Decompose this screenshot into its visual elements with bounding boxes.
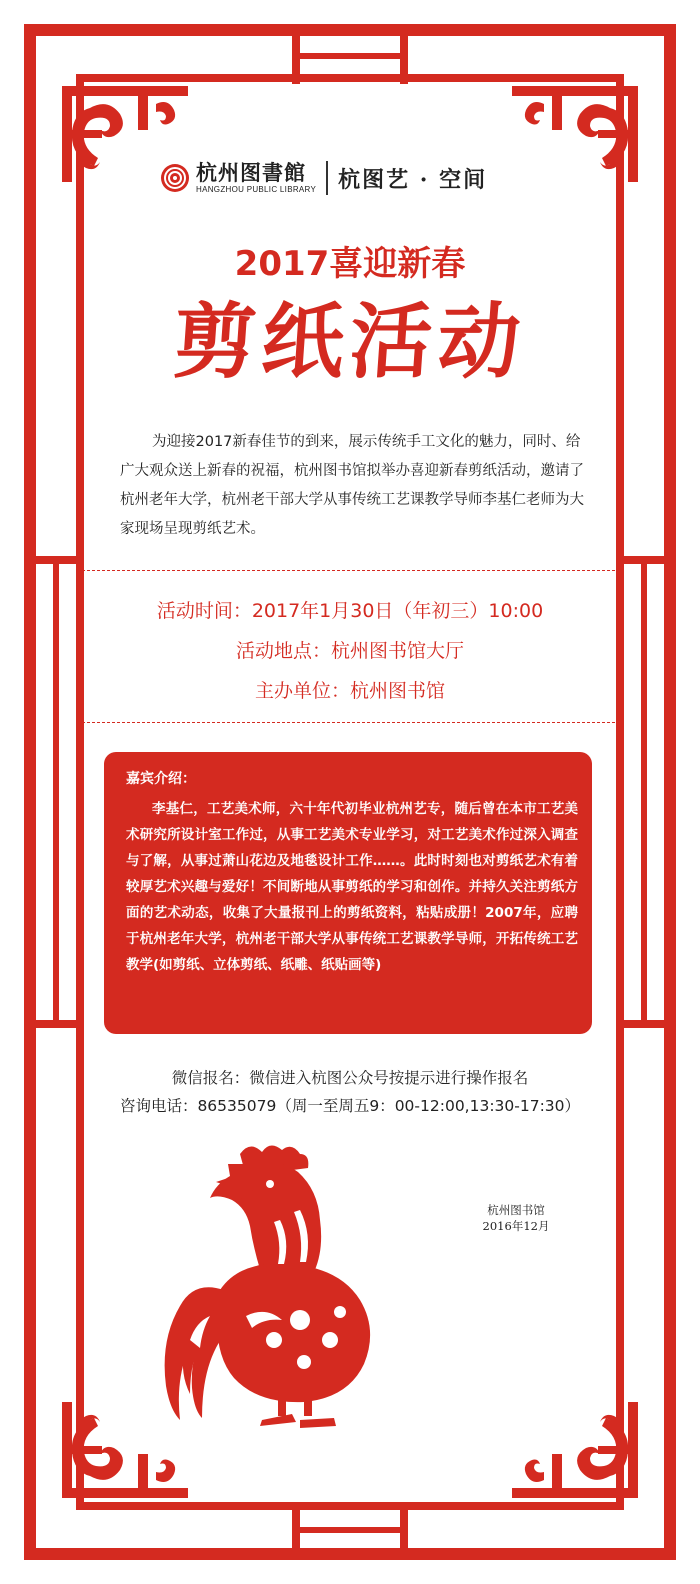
header-divider <box>326 161 328 195</box>
library-name-cn: 杭州图書館 <box>196 160 306 185</box>
guest-body <box>126 796 578 978</box>
intro-paragraph: 为迎接2017新春佳节的到来，展示传统手工文化的魅力，同时、给广大观众送上新春的祝福，杭州图书馆拟举办喜迎新春剪纸活动，邀请了杭州老年大学，杭州老干部大学从事传统工艺课教学导师李基仁老师为大家现场呈现剪纸艺术。 <box>120 434 584 537</box>
signature-org: 杭州图书馆 <box>487 1203 545 1217</box>
paper-cut-rooster-icon <box>150 1140 430 1430</box>
event-organizer: 主办单位：杭州图书馆 <box>254 680 445 702</box>
divider-top <box>82 570 620 571</box>
wechat-signup: 微信报名：微信进入杭图公众号按提示进行操作报名 <box>171 1069 529 1087</box>
event-place: 活动地点：杭州图书馆大厅 <box>235 640 464 662</box>
intro-text <box>120 428 588 544</box>
divider-bottom <box>82 722 620 723</box>
event-subtitle: 2017喜迎新春 <box>234 244 466 284</box>
hangzhou-library-seal-icon <box>160 163 190 193</box>
library-name <box>196 162 316 194</box>
brand-name: 杭图艺 · 空间 <box>338 166 488 193</box>
signature <box>456 1202 576 1234</box>
library-name-en: HANGZHOU PUBLIC LIBRARY <box>196 185 317 194</box>
signature-date: 2016年12月 <box>482 1219 550 1233</box>
guest-intro-box <box>104 752 592 1034</box>
event-time: 活动时间：2017年1月30日（年初三）10:00 <box>156 600 544 622</box>
guest-heading: 嘉宾介绍： <box>126 771 196 787</box>
phone-inquiry: 咨询电话：86535079（周一至周五9：00-12:00,13:30-17:30） <box>119 1097 581 1115</box>
event-main-title: 剪纸活动 <box>170 294 530 390</box>
header <box>160 158 540 198</box>
guest-paragraph: 李基仁，工艺美术师，六十年代初毕业杭州艺专，随后曾在本市工艺美术研究所设计室工作过，从事工艺美术专业学习，对工艺美术作过深入调查与了解，从事过萧山花边及地毯设计工作……。此时时刻也对剪纸艺术有着较厚艺术兴趣与爱好！不间断地从事剪纸的学习和创作。并持久关注剪纸方面的艺术动态，收集了大量报刊上的剪纸资料，粘贴成册！2007年，应聘于杭州老年大学，杭州老干部大学从事传统工艺课教学导师，开拓传统工艺教学(如剪纸、立体剪纸、纸雕、纸贴画等) <box>126 801 578 973</box>
